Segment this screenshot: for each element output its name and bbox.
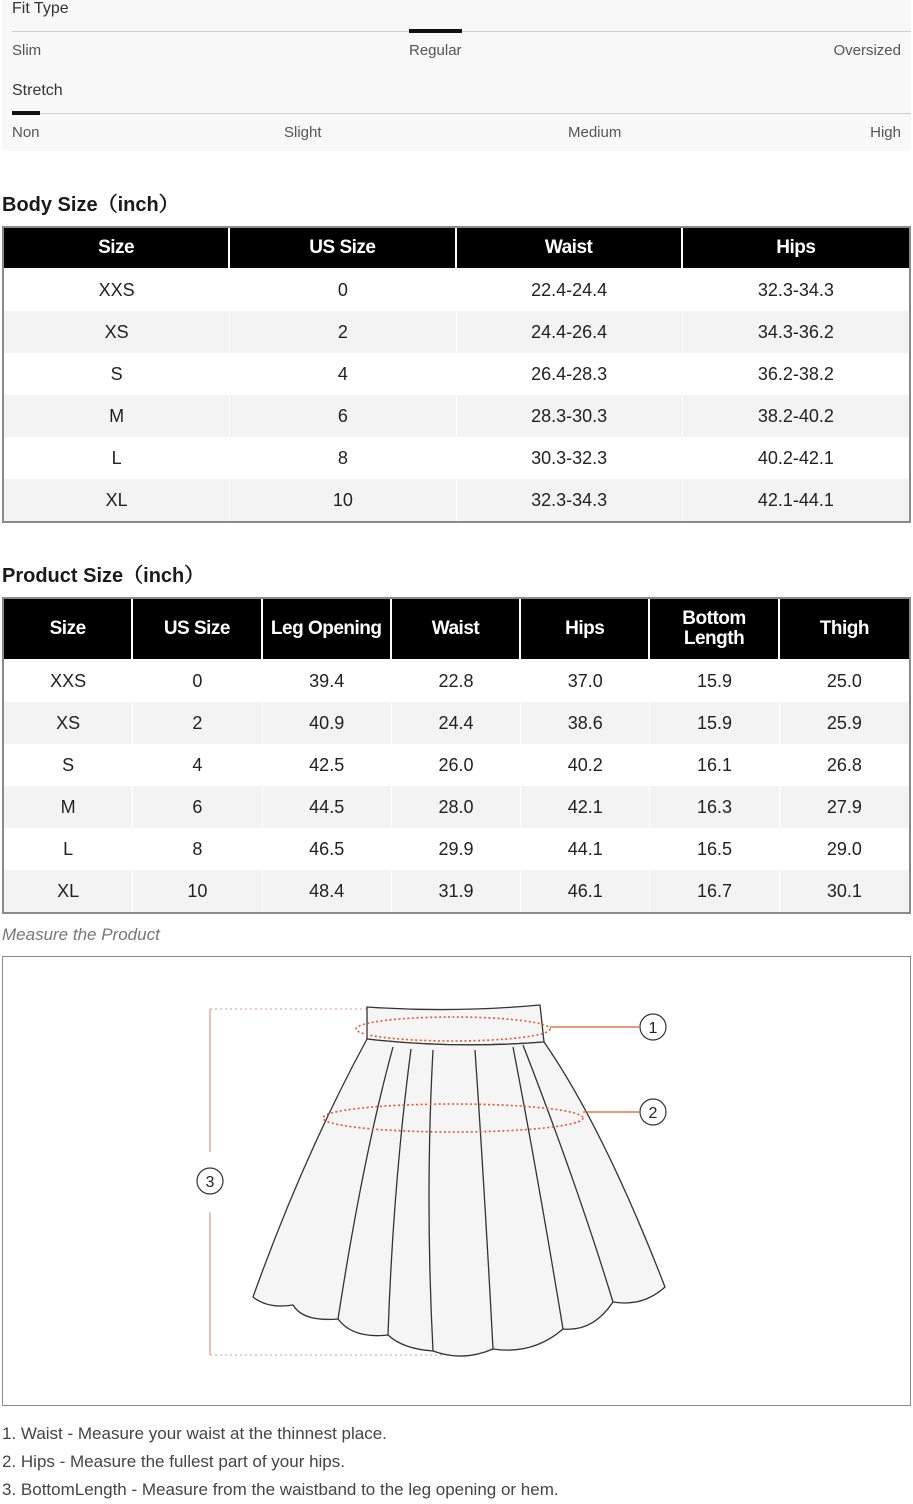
cell-us-size: 4 xyxy=(133,744,262,786)
cell-us-size: 2 xyxy=(230,311,456,353)
measure-caption: Measure the Product xyxy=(2,925,160,944)
cell-hips: 37.0 xyxy=(521,660,650,702)
cell-us-size: 2 xyxy=(133,702,262,744)
cell-hips: 44.1 xyxy=(521,828,650,870)
cell-bottom-length: 16.5 xyxy=(650,828,779,870)
stretch-scale-line xyxy=(12,113,911,114)
note-bottom-length: 3. BottomLength - Measure from the waistband to the leg opening or hem. xyxy=(2,1480,559,1499)
table-row xyxy=(4,786,909,828)
col-header-hips: Hips xyxy=(521,599,650,660)
marker-1 xyxy=(640,1014,666,1040)
cell-us-size: 4 xyxy=(230,353,456,395)
col-header-thigh: Thigh xyxy=(780,599,909,660)
body-size-title: Body Size（inch） xyxy=(2,194,179,216)
marker-2-label: 2 xyxy=(648,1105,658,1122)
table-row xyxy=(4,828,909,870)
cell-hips: 40.2-42.1 xyxy=(683,437,909,479)
stretch-option-non: Non xyxy=(12,124,40,141)
cell-size: XS xyxy=(4,702,133,744)
cell-waist: 24.4-26.4 xyxy=(457,311,683,353)
cell-us-size: 10 xyxy=(230,479,456,521)
col-header-waist: Waist xyxy=(457,228,683,269)
cell-us-size: 6 xyxy=(133,786,262,828)
product-size-title: Product Size（inch） xyxy=(2,565,205,587)
measure-notes xyxy=(2,1420,559,1504)
table-row xyxy=(4,353,909,395)
cell-hips: 46.1 xyxy=(521,870,650,912)
table-row xyxy=(4,479,909,521)
table-header-row xyxy=(4,228,909,269)
cell-size: M xyxy=(4,395,230,437)
cell-waist: 28.3-30.3 xyxy=(457,395,683,437)
fit-type-title: Fit Type xyxy=(12,0,69,17)
cell-thigh: 26.8 xyxy=(780,744,909,786)
skirt-drawing xyxy=(253,1005,665,1356)
cell-waist: 26.0 xyxy=(392,744,521,786)
table-row xyxy=(4,870,909,912)
cell-bottom-length: 15.9 xyxy=(650,702,779,744)
table-row xyxy=(4,395,909,437)
cell-waist: 31.9 xyxy=(392,870,521,912)
cell-bottom-length: 16.3 xyxy=(650,786,779,828)
cell-waist: 28.0 xyxy=(392,786,521,828)
cell-hips: 32.3-34.3 xyxy=(683,269,909,311)
marker-3-label: 3 xyxy=(205,1174,215,1191)
table-row xyxy=(4,311,909,353)
cell-leg-opening: 42.5 xyxy=(263,744,392,786)
cell-thigh: 25.0 xyxy=(780,660,909,702)
cell-size: L xyxy=(4,437,230,479)
col-header-us-size: US Size xyxy=(230,228,456,269)
col-header-size: Size xyxy=(4,599,133,660)
col-header-us-size: US Size xyxy=(133,599,262,660)
cell-hips: 40.2 xyxy=(521,744,650,786)
marker-3 xyxy=(197,1168,223,1194)
stretch-selected-marker xyxy=(12,111,40,115)
cell-bottom-length: 16.7 xyxy=(650,870,779,912)
col-header-leg-opening: Leg Opening xyxy=(263,599,392,660)
cell-bottom-length: 15.9 xyxy=(650,660,779,702)
col-header-hips: Hips xyxy=(683,228,909,269)
note-hips: 2. Hips - Measure the fullest part of your hips. xyxy=(2,1452,345,1471)
marker-1-label: 1 xyxy=(648,1020,658,1037)
cell-waist: 26.4-28.3 xyxy=(457,353,683,395)
cell-leg-opening: 40.9 xyxy=(263,702,392,744)
fit-stretch-panel xyxy=(2,0,911,151)
cell-waist: 22.4-24.4 xyxy=(457,269,683,311)
cell-leg-opening: 48.4 xyxy=(263,870,392,912)
cell-waist: 32.3-34.3 xyxy=(457,479,683,521)
cell-us-size: 10 xyxy=(133,870,262,912)
cell-thigh: 27.9 xyxy=(780,786,909,828)
table-row xyxy=(4,269,909,311)
cell-waist: 29.9 xyxy=(392,828,521,870)
stretch-option-high: High xyxy=(870,124,901,141)
table-header-row xyxy=(4,599,909,660)
table-row xyxy=(4,702,909,744)
marker-2 xyxy=(640,1099,666,1125)
cell-hips: 42.1 xyxy=(521,786,650,828)
cell-size: S xyxy=(4,353,230,395)
fit-option-oversized: Oversized xyxy=(833,42,901,59)
cell-size: M xyxy=(4,786,133,828)
table-row xyxy=(4,437,909,479)
cell-size: XXS xyxy=(4,660,133,702)
cell-leg-opening: 44.5 xyxy=(263,786,392,828)
skirt-measure-diagram xyxy=(2,956,911,1406)
cell-hips: 38.6 xyxy=(521,702,650,744)
cell-thigh: 25.9 xyxy=(780,702,909,744)
cell-size: XL xyxy=(4,870,133,912)
cell-waist: 22.8 xyxy=(392,660,521,702)
body-size-table xyxy=(2,226,911,523)
col-header-waist: Waist xyxy=(392,599,521,660)
table-row xyxy=(4,660,909,702)
cell-hips: 34.3-36.2 xyxy=(683,311,909,353)
stretch-title: Stretch xyxy=(12,82,63,99)
stretch-option-slight: Slight xyxy=(284,124,322,141)
cell-us-size: 8 xyxy=(230,437,456,479)
cell-hips: 42.1-44.1 xyxy=(683,479,909,521)
cell-size: XL xyxy=(4,479,230,521)
cell-waist: 30.3-32.3 xyxy=(457,437,683,479)
cell-bottom-length: 16.1 xyxy=(650,744,779,786)
cell-leg-opening: 39.4 xyxy=(263,660,392,702)
cell-us-size: 0 xyxy=(230,269,456,311)
table-row xyxy=(4,744,909,786)
cell-size: XS xyxy=(4,311,230,353)
cell-hips: 38.2-40.2 xyxy=(683,395,909,437)
note-waist: 1. Waist - Measure your waist at the thinnest place. xyxy=(2,1424,387,1443)
fit-type-selected-marker xyxy=(409,29,462,33)
product-size-table xyxy=(2,597,911,914)
cell-us-size: 8 xyxy=(133,828,262,870)
stretch-option-medium: Medium xyxy=(568,124,622,141)
cell-waist: 24.4 xyxy=(392,702,521,744)
cell-us-size: 6 xyxy=(230,395,456,437)
cell-size: S xyxy=(4,744,133,786)
skirt-illustration xyxy=(3,957,910,1405)
fit-option-regular: Regular xyxy=(409,42,462,59)
cell-hips: 36.2-38.2 xyxy=(683,353,909,395)
cell-us-size: 0 xyxy=(133,660,262,702)
cell-leg-opening: 46.5 xyxy=(263,828,392,870)
col-header-bottom-length: Bottom Length xyxy=(650,599,779,660)
cell-thigh: 30.1 xyxy=(780,870,909,912)
fit-option-slim: Slim xyxy=(12,42,42,59)
cell-thigh: 29.0 xyxy=(780,828,909,870)
cell-size: L xyxy=(4,828,133,870)
col-header-size: Size xyxy=(4,228,230,269)
cell-size: XXS xyxy=(4,269,230,311)
